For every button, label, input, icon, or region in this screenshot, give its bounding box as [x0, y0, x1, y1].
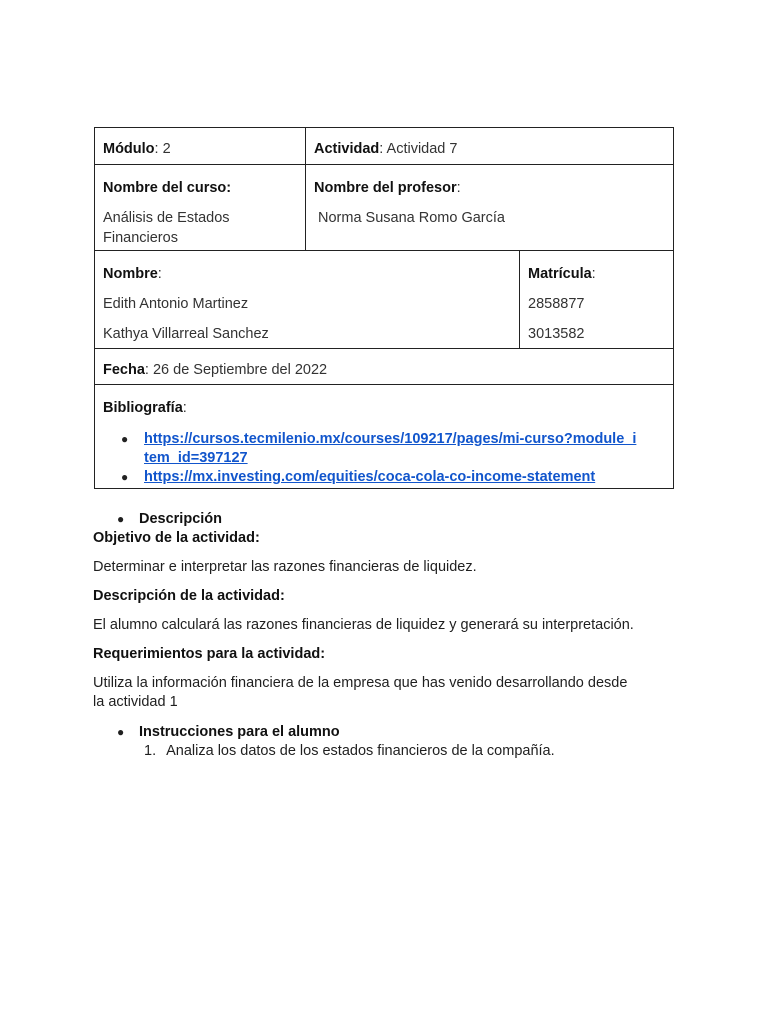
bibliografia-colon: : — [182, 400, 187, 416]
fecha-label: Fecha — [103, 362, 145, 378]
nombre-colon: : — [157, 266, 162, 282]
bullet-icon: ● — [121, 432, 129, 446]
profesor-colon: : — [456, 180, 461, 196]
descripcion-heading: Descripción de la actividad: — [93, 588, 285, 604]
nombre-label: Nombre — [103, 266, 158, 282]
profesor-cell — [305, 165, 673, 250]
objetivo-heading: Objetivo de la actividad: — [93, 530, 260, 546]
descripcion-text: El alumno calculará las razones financieras de liquidez y generará su interpretación. — [93, 617, 634, 633]
bibliography-list — [103, 430, 665, 487]
step-number: 1. — [144, 743, 157, 759]
matricula-label: Matrícula — [528, 266, 592, 282]
profesor-value: Norma Susana Romo García — [318, 210, 505, 226]
bullet-icon: ● — [117, 725, 125, 739]
descripcion-bullet-text: Descripción — [139, 511, 222, 527]
list-item — [103, 430, 665, 468]
table-row — [95, 251, 673, 349]
instrucciones-bullet-text: Instrucciones para el alumno — [139, 724, 340, 740]
actividad-label: Actividad — [314, 141, 380, 157]
descripcion-bullet — [117, 509, 222, 529]
step-text: Analiza los datos de los estados financieros de la compañía. — [166, 743, 555, 759]
bibliografia-cell — [95, 385, 673, 488]
table-row — [95, 128, 673, 165]
table-row — [95, 165, 673, 251]
fecha-value: : 26 de Septiembre del 2022 — [144, 362, 328, 378]
matricula-cell — [519, 251, 673, 348]
bullet-icon: ● — [121, 470, 129, 484]
objetivo-text: Determinar e interpretar las razones financieras de liquidez. — [93, 559, 477, 575]
profesor-label: Nombre del profesor — [314, 180, 457, 196]
modulo-value: : 2 — [154, 141, 171, 157]
bibliography-link[interactable]: https://cursos.tecmilenio.mx/courses/109217/pages/mi-curso?module_i tem_id=397127 — [144, 431, 637, 466]
requerimientos-text-line2: la actividad 1 — [93, 694, 178, 710]
requerimientos-text-line1: Utiliza la información financiera de la empresa que has venido desarrollando desde — [93, 675, 628, 691]
bibliography-link[interactable]: https://mx.investing.com/equities/coca-cola-co-income-statement — [144, 469, 596, 485]
requerimientos-heading: Requerimientos para la actividad: — [93, 646, 326, 662]
modulo-label: Módulo — [103, 141, 155, 157]
actividad-value: : Actividad 7 — [379, 141, 458, 157]
curso-label: Nombre del curso: — [103, 180, 232, 196]
fecha-cell — [95, 349, 673, 384]
student-id: 2858877 — [528, 296, 585, 312]
numbered-step — [144, 741, 555, 761]
student-name: Edith Antonio Martinez — [103, 296, 249, 312]
curso-cell — [95, 165, 305, 250]
matricula-colon: : — [591, 266, 596, 282]
bullet-icon: ● — [117, 512, 125, 526]
actividad-cell — [305, 128, 673, 164]
nombre-cell — [95, 251, 519, 348]
modulo-cell — [95, 128, 305, 164]
list-item — [103, 468, 665, 487]
table-row — [95, 349, 673, 385]
instrucciones-bullet — [117, 722, 340, 742]
course-info-table — [94, 127, 674, 489]
bibliografia-label: Bibliografía — [103, 400, 183, 416]
curso-value-line1: Análisis de Estados — [103, 210, 230, 226]
table-row — [95, 385, 673, 488]
student-id: 3013582 — [528, 326, 585, 342]
curso-value-line2: Financieros — [103, 230, 178, 246]
student-name: Kathya Villarreal Sanchez — [103, 326, 269, 342]
